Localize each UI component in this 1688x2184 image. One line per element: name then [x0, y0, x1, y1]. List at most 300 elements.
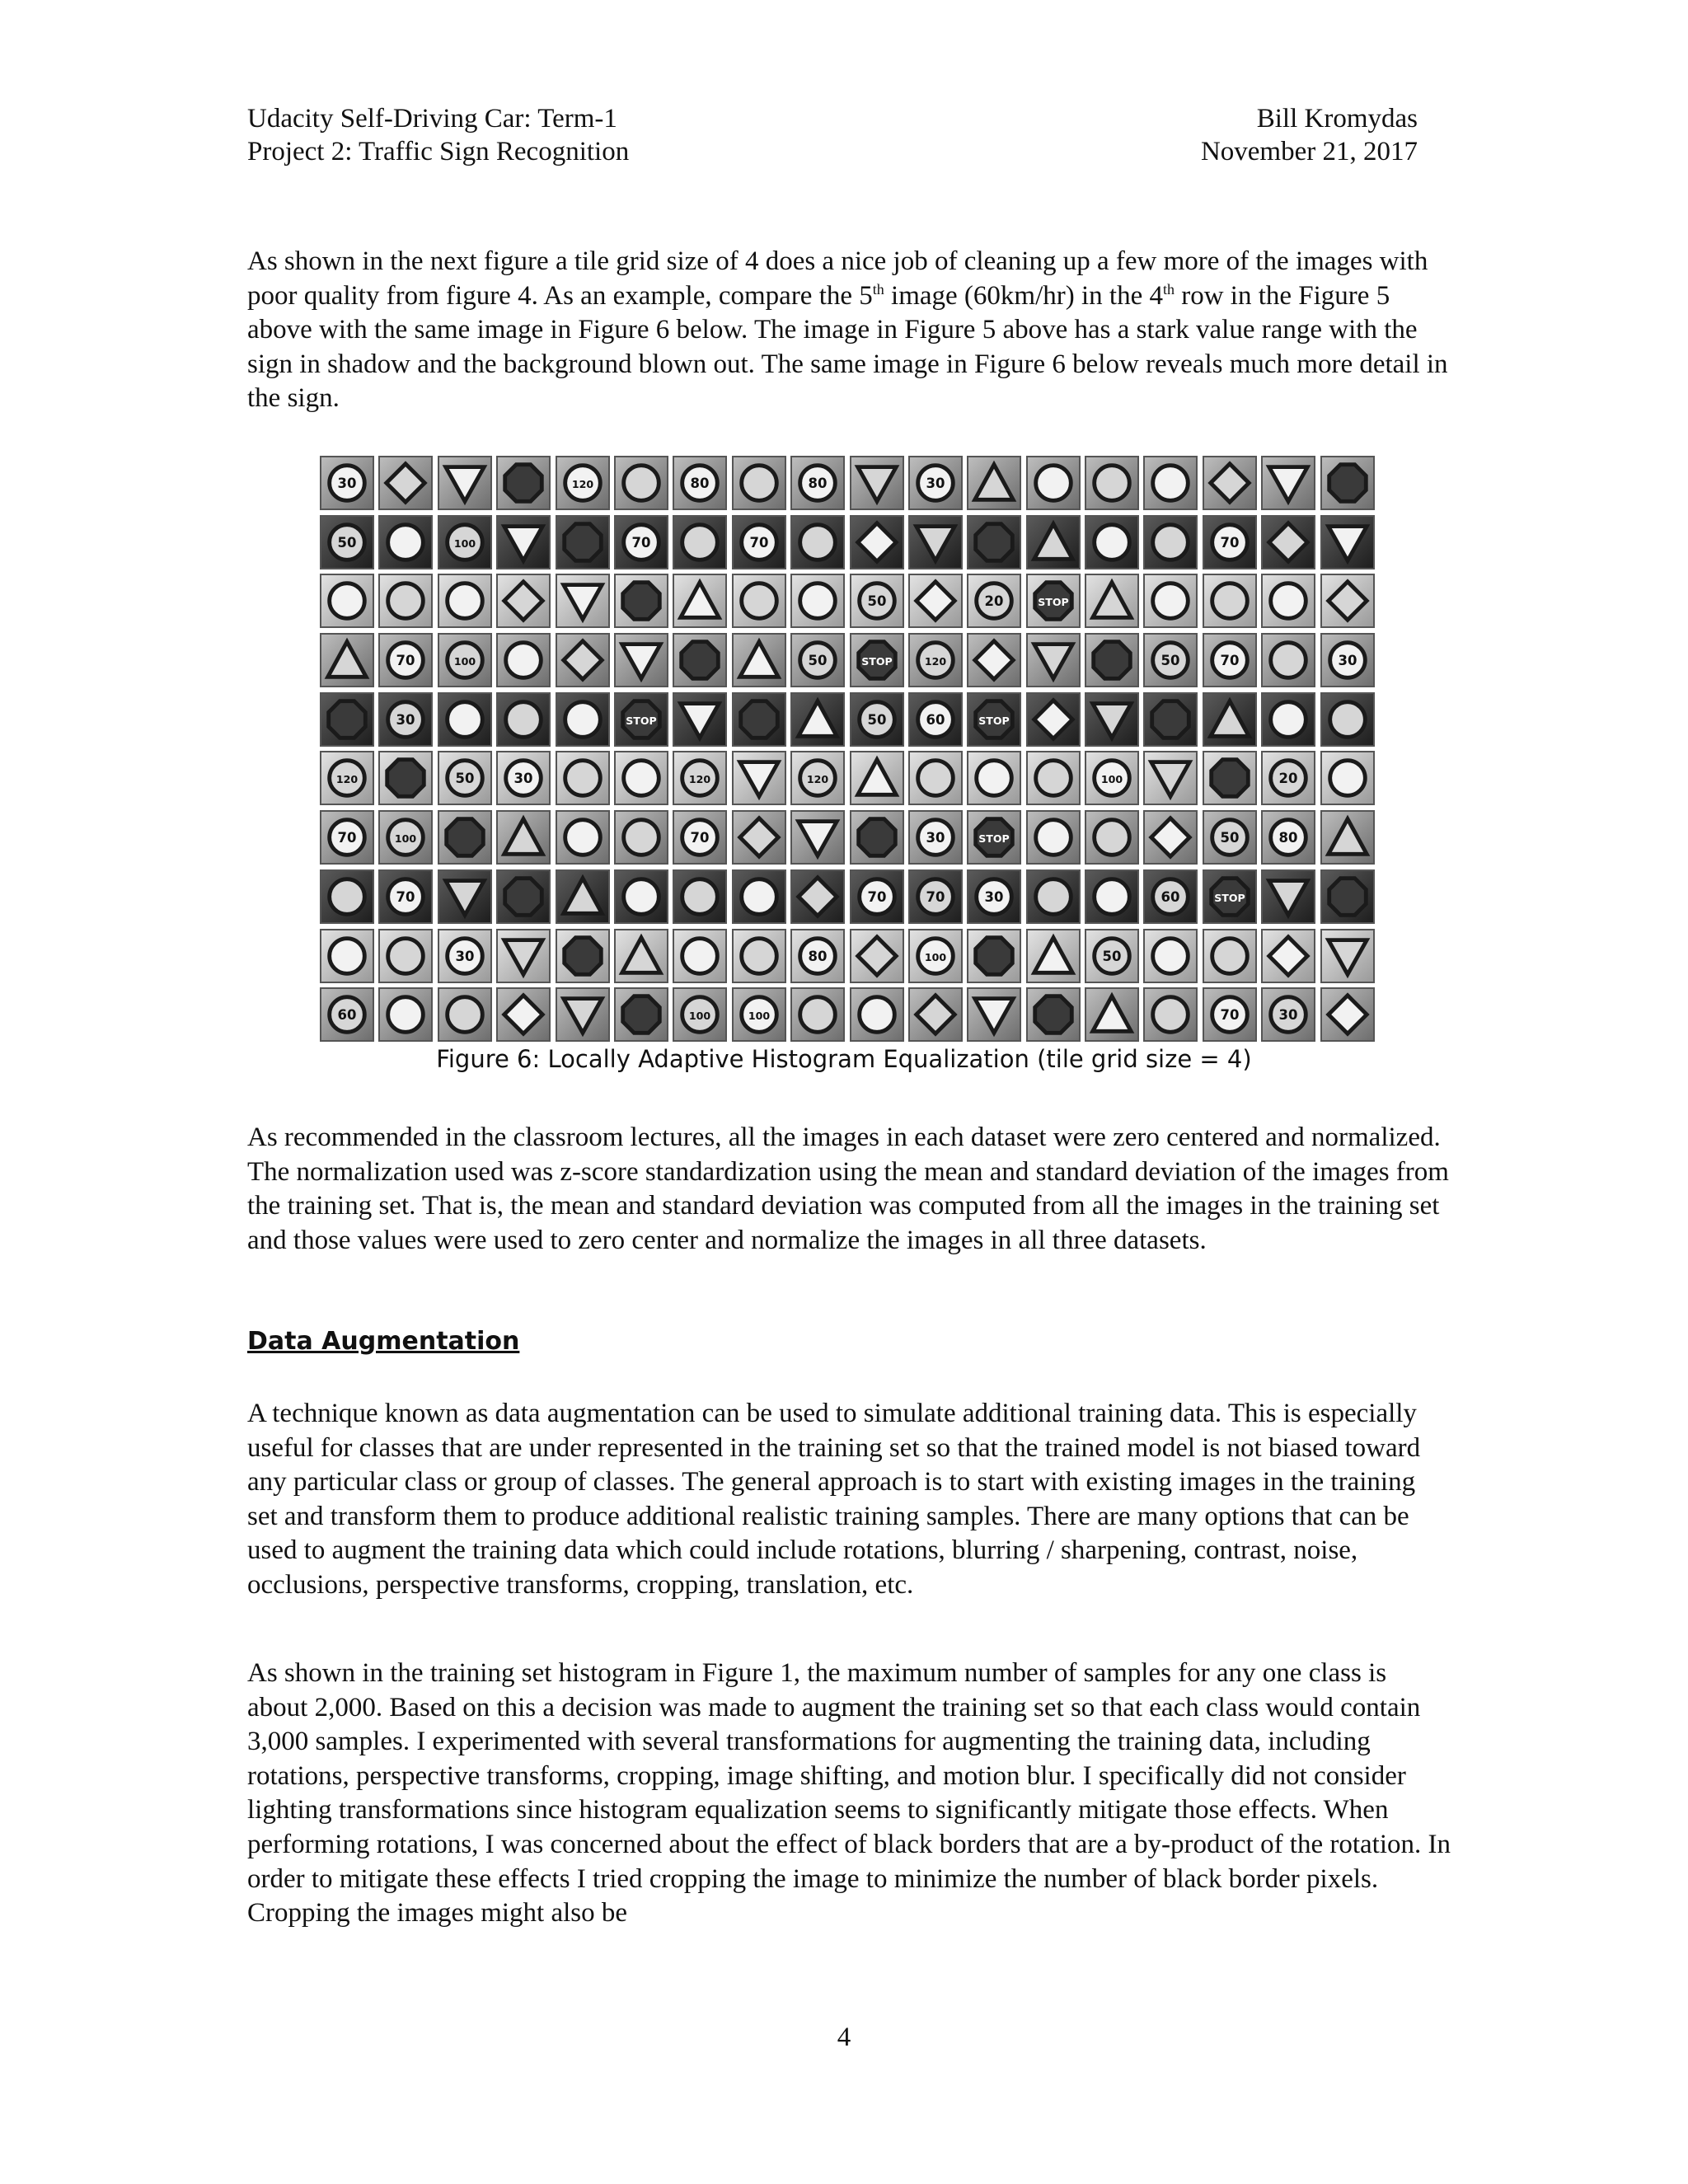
- figure-6-sign-grid: [320, 456, 1375, 1033]
- circle-sign-shape: [1095, 524, 1130, 560]
- sign-thumbnail: [908, 751, 963, 805]
- sign-label: 50: [455, 771, 475, 787]
- diamond-sign-shape: [1328, 996, 1367, 1034]
- sign-thumbnail: [614, 574, 668, 628]
- sign-label: 70: [396, 652, 415, 668]
- circle-sign-shape: [330, 879, 365, 915]
- sign-thumbnail: [1320, 929, 1375, 983]
- circle-sign-shape: [388, 524, 424, 560]
- sign-label: 70: [867, 888, 886, 905]
- invtriangle-sign-shape: [622, 644, 661, 679]
- sign-label: 50: [337, 534, 357, 551]
- circle-sign-shape: [800, 583, 836, 619]
- sign-label: 30: [513, 771, 533, 787]
- sign-label: 70: [1220, 1007, 1240, 1023]
- invtriangle-sign-shape: [975, 999, 1014, 1033]
- sign-thumbnail: [614, 692, 668, 747]
- circle-sign-shape: [741, 879, 776, 915]
- circle-sign-shape: [1153, 524, 1189, 560]
- invtriangle-sign-shape: [739, 762, 778, 797]
- sign-thumbnail: [1320, 574, 1375, 628]
- sign-thumbnail: [1026, 515, 1081, 569]
- sign-thumbnail: [1085, 633, 1139, 687]
- sign-thumbnail: [1261, 515, 1315, 569]
- sign-label: 30: [1338, 652, 1357, 668]
- sign-thumbnail: [1203, 515, 1257, 569]
- octagon-sign-shape: [1329, 879, 1366, 916]
- sign-thumbnail: [320, 574, 374, 628]
- circle-sign-shape: [1271, 701, 1306, 737]
- sign-thumbnail: [1026, 987, 1081, 1042]
- sign-label: 30: [984, 888, 1004, 905]
- sign-thumbnail: [732, 810, 786, 865]
- sign-thumbnail: [673, 869, 727, 924]
- sign-thumbnail: [1320, 869, 1375, 924]
- octagon-sign-shape: [1212, 760, 1249, 797]
- sign-thumbnail: [790, 929, 845, 983]
- sign-thumbnail: [614, 929, 668, 983]
- sign-label: 50: [1102, 948, 1122, 964]
- sign-thumbnail: [732, 456, 786, 510]
- sign-label: 30: [337, 475, 357, 491]
- sign-thumbnail: [790, 692, 845, 747]
- sign-label: STOP: [1037, 596, 1069, 609]
- triangle-sign-shape: [739, 642, 778, 677]
- octagon-sign-shape: [976, 937, 1013, 974]
- sign-thumbnail: [496, 574, 551, 628]
- circle-sign-shape: [388, 997, 424, 1033]
- sign-thumbnail: [908, 456, 963, 510]
- sign-thumbnail: [908, 515, 963, 569]
- sign-thumbnail: [438, 751, 492, 805]
- sign-thumbnail: [908, 692, 963, 747]
- sign-thumbnail: [1143, 929, 1198, 983]
- sign-thumbnail: [1026, 456, 1081, 510]
- sign-label: 70: [337, 829, 357, 846]
- circle-sign-shape: [388, 938, 424, 973]
- circle-sign-shape: [1153, 938, 1189, 973]
- circle-sign-shape: [1271, 583, 1306, 619]
- page-header-left: [247, 102, 629, 168]
- sign-thumbnail: [1085, 987, 1139, 1042]
- triangle-sign-shape: [975, 465, 1014, 500]
- sign-thumbnail: [496, 456, 551, 510]
- sign-thumbnail: [673, 692, 727, 747]
- sign-thumbnail: [1320, 692, 1375, 747]
- sign-thumbnail: [1320, 810, 1375, 865]
- sign-thumbnail: [496, 810, 551, 865]
- sign-thumbnail: [850, 987, 904, 1042]
- sign-thumbnail: [496, 987, 551, 1042]
- sign-thumbnail: [1026, 810, 1081, 865]
- paragraph-normalization: As recommended in the classroom lectures, all the images in each dataset were zero centered and normalized. The normalization used was z-score standardization using the mean and standard deviation of the images from the training set. That is, the mean and standard deviation was computed from all the images in the training set and those values were used to zero center and normalize the images in all three datasets.: [247, 1122, 1449, 1255]
- sign-thumbnail: [908, 633, 963, 687]
- paragraph-text: row in the Figure 5 above with the same image in Figure 6 below. The image in Figure 5 above has a stark value range with the sign in shadow and the background blown out. The same image in Figure 6 below reveals much more detail in the sign.: [247, 280, 1448, 414]
- triangle-sign-shape: [504, 819, 543, 855]
- sign-label: 80: [1278, 829, 1298, 846]
- sign-thumbnail: [790, 987, 845, 1042]
- sign-thumbnail: [673, 515, 727, 569]
- sign-thumbnail: [1320, 751, 1375, 805]
- octagon-sign-shape: [564, 523, 601, 560]
- sign-thumbnail: [1143, 633, 1198, 687]
- octagon-sign-shape: [623, 583, 660, 620]
- sign-thumbnail: [673, 633, 727, 687]
- circle-sign-shape: [330, 583, 365, 619]
- sign-thumbnail: [556, 574, 610, 628]
- sign-thumbnail: [908, 929, 963, 983]
- octagon-sign-shape: [564, 937, 601, 974]
- invtriangle-sign-shape: [799, 822, 837, 856]
- circle-sign-shape: [800, 997, 836, 1033]
- sign-thumbnail: [556, 633, 610, 687]
- circle-sign-shape: [741, 466, 776, 501]
- sign-thumbnail: [378, 633, 433, 687]
- sign-thumbnail: [614, 633, 668, 687]
- sign-thumbnail: [908, 574, 963, 628]
- sign-thumbnail: [1203, 633, 1257, 687]
- octagon-sign-shape: [329, 701, 366, 738]
- octagon-sign-shape: [505, 465, 542, 502]
- diamond-sign-shape: [1034, 701, 1072, 739]
- sign-thumbnail: [1085, 515, 1139, 569]
- invtriangle-sign-shape: [917, 526, 955, 560]
- diamond-sign-shape: [1269, 936, 1308, 975]
- sign-thumbnail: [1085, 929, 1139, 983]
- diamond-sign-shape: [975, 641, 1014, 680]
- sign-thumbnail: [850, 574, 904, 628]
- sign-thumbnail: [1085, 692, 1139, 747]
- sign-thumbnail: [1143, 574, 1198, 628]
- invtriangle-sign-shape: [1151, 762, 1190, 797]
- sign-thumbnail: [967, 515, 1021, 569]
- sign-label: STOP: [860, 654, 893, 668]
- sign-thumbnail: [556, 751, 610, 805]
- sign-label: 30: [455, 948, 475, 964]
- diamond-sign-shape: [739, 818, 778, 857]
- octagon-sign-shape: [1152, 701, 1189, 738]
- sign-thumbnail: [320, 869, 374, 924]
- sign-thumbnail: [790, 456, 845, 510]
- invtriangle-sign-shape: [1093, 703, 1132, 738]
- sign-thumbnail: [732, 929, 786, 983]
- sign-thumbnail: [908, 810, 963, 865]
- diamond-sign-shape: [857, 936, 896, 975]
- sign-label: 120: [335, 773, 359, 786]
- sign-thumbnail: [1261, 987, 1315, 1042]
- octagon-sign-shape: [1034, 996, 1071, 1033]
- sign-thumbnail: [673, 751, 727, 805]
- sign-thumbnail: [1143, 515, 1198, 569]
- sign-thumbnail: [850, 692, 904, 747]
- sign-label: 80: [808, 475, 828, 491]
- octagon-sign-shape: [505, 879, 542, 916]
- diamond-sign-shape: [917, 582, 955, 621]
- invtriangle-sign-shape: [857, 467, 896, 502]
- triangle-sign-shape: [681, 583, 720, 618]
- sign-label: 30: [1278, 1007, 1298, 1023]
- circle-sign-shape: [800, 524, 836, 560]
- sign-thumbnail: [614, 456, 668, 510]
- sign-thumbnail: [378, 574, 433, 628]
- sign-thumbnail: [378, 751, 433, 805]
- sign-thumbnail: [496, 692, 551, 747]
- header-course-title: Udacity Self-Driving Car: Term-1: [247, 104, 617, 134]
- sign-thumbnail: [1085, 456, 1139, 510]
- sign-thumbnail: [320, 515, 374, 569]
- sign-label: 100: [453, 654, 476, 668]
- circle-sign-shape: [1212, 583, 1248, 619]
- circle-sign-shape: [506, 643, 542, 678]
- sign-thumbnail: [1203, 869, 1257, 924]
- octagon-sign-shape: [1329, 465, 1366, 502]
- sign-label: 50: [867, 593, 886, 610]
- sign-label: 100: [689, 1010, 711, 1022]
- sign-thumbnail: [438, 810, 492, 865]
- circle-sign-shape: [1095, 879, 1130, 915]
- octagon-sign-shape: [682, 642, 719, 679]
- sign-label: 60: [1161, 888, 1180, 905]
- circle-sign-shape: [624, 466, 659, 501]
- sign-thumbnail: [673, 987, 727, 1042]
- circle-sign-shape: [1153, 466, 1189, 501]
- triangle-sign-shape: [563, 879, 602, 914]
- circle-sign-shape: [918, 761, 954, 796]
- circle-sign-shape: [741, 583, 776, 619]
- triangle-sign-shape: [857, 760, 896, 795]
- sign-label: 120: [806, 773, 829, 786]
- diamond-sign-shape: [1269, 523, 1308, 561]
- sign-thumbnail: [850, 929, 904, 983]
- invtriangle-sign-shape: [504, 940, 543, 974]
- sign-label: 60: [926, 711, 945, 728]
- invtriangle-sign-shape: [446, 467, 485, 502]
- sign-thumbnail: [673, 929, 727, 983]
- paragraph-text: image (60km/hr) in the 4: [884, 280, 1163, 311]
- sign-thumbnail: [790, 810, 845, 865]
- sign-thumbnail: [1203, 810, 1257, 865]
- sign-thumbnail: [850, 869, 904, 924]
- sign-thumbnail: [438, 929, 492, 983]
- sign-label: 120: [689, 773, 711, 786]
- sign-thumbnail: [438, 633, 492, 687]
- sign-thumbnail: [320, 810, 374, 865]
- sign-thumbnail: [438, 456, 492, 510]
- circle-sign-shape: [1035, 466, 1071, 501]
- sign-label: 20: [1278, 771, 1298, 787]
- sign-thumbnail: [967, 810, 1021, 865]
- sign-thumbnail: [1320, 456, 1375, 510]
- sign-thumbnail: [1085, 574, 1139, 628]
- sign-thumbnail: [1143, 692, 1198, 747]
- sign-thumbnail: [556, 515, 610, 569]
- octagon-sign-shape: [387, 760, 424, 797]
- sign-thumbnail: [790, 633, 845, 687]
- diamond-sign-shape: [1211, 464, 1250, 503]
- paragraph-figure-intro: [247, 245, 1451, 416]
- sign-thumbnail: [850, 515, 904, 569]
- invtriangle-sign-shape: [1328, 940, 1367, 974]
- circle-sign-shape: [1095, 820, 1130, 855]
- sign-thumbnail: [614, 869, 668, 924]
- sign-thumbnail: [967, 456, 1021, 510]
- sign-thumbnail: [1143, 869, 1198, 924]
- sign-thumbnail: [556, 929, 610, 983]
- sign-thumbnail: [1085, 869, 1139, 924]
- sign-thumbnail: [378, 869, 433, 924]
- paragraph-augmentation-details: As shown in the training set histogram in Figure 1, the maximum number of samples for any one class is about 2,000. Based on this a decision was made to augment the training set so that each class would contain 3,000 samples. I experimented with several transformations for augmenting the training data, including rotations, perspective transforms, cropping, image shifting, and motion blur. I specifically did not consider lighting transformations since histogram equalization seems to significantly mitigate those effects. When performing rotations, I was concerned about the effect of black borders that are a by-product of the rotation. In order to mitigate these effects I tried cropping the image to minimize the number of black border pixels. Cropping the images might also be: [247, 1658, 1451, 1929]
- sign-thumbnail: [850, 751, 904, 805]
- circle-sign-shape: [447, 701, 482, 737]
- circle-sign-shape: [1271, 643, 1306, 678]
- triangle-sign-shape: [1034, 523, 1072, 559]
- sign-label: 100: [453, 537, 476, 550]
- sign-thumbnail: [732, 751, 786, 805]
- sign-thumbnail: [1143, 751, 1198, 805]
- sign-thumbnail: [1026, 574, 1081, 628]
- circle-sign-shape: [506, 701, 542, 737]
- superscript-ordinal: th: [872, 280, 884, 298]
- circle-sign-shape: [859, 997, 894, 1033]
- circle-sign-shape: [741, 938, 776, 973]
- sign-thumbnail: [1203, 751, 1257, 805]
- circle-sign-shape: [330, 938, 365, 973]
- sign-thumbnail: [732, 633, 786, 687]
- sign-thumbnail: [1026, 929, 1081, 983]
- sign-thumbnail: [1261, 810, 1315, 865]
- sign-thumbnail: [320, 456, 374, 510]
- section-heading-data-augmentation: Data Augmentation: [247, 1327, 520, 1356]
- sign-thumbnail: [967, 574, 1021, 628]
- sign-thumbnail: [1261, 751, 1315, 805]
- sign-thumbnail: [1320, 633, 1375, 687]
- circle-sign-shape: [682, 938, 718, 973]
- sign-thumbnail: [614, 987, 668, 1042]
- sign-thumbnail: [1026, 751, 1081, 805]
- sign-thumbnail: [1320, 515, 1375, 569]
- sign-label: 70: [631, 534, 651, 551]
- sign-label: 70: [690, 829, 710, 846]
- circle-sign-shape: [1035, 879, 1071, 915]
- sign-thumbnail: [967, 987, 1021, 1042]
- paragraph-text: As shown in the next figure a tile grid size of 4 does a nice job of cleaning up a few more of the images with poor quality from figure 4. As an example, compare the 5: [247, 246, 1428, 311]
- sign-thumbnail: [1026, 633, 1081, 687]
- octagon-sign-shape: [1094, 642, 1131, 679]
- octagon-sign-shape: [858, 819, 895, 856]
- diamond-sign-shape: [799, 878, 837, 916]
- sign-thumbnail: [850, 810, 904, 865]
- sign-thumbnail: [556, 810, 610, 865]
- diamond-sign-shape: [857, 523, 896, 561]
- sign-thumbnail: [378, 515, 433, 569]
- sign-thumbnail: [496, 751, 551, 805]
- sign-thumbnail: [790, 869, 845, 924]
- sign-thumbnail: [496, 515, 551, 569]
- circle-sign-shape: [1212, 938, 1248, 973]
- sign-thumbnail: [732, 515, 786, 569]
- sign-thumbnail: [438, 692, 492, 747]
- sign-label: 80: [690, 475, 710, 491]
- sign-thumbnail: [320, 751, 374, 805]
- circle-sign-shape: [1329, 761, 1365, 796]
- circle-sign-shape: [682, 879, 718, 915]
- sign-thumbnail: [732, 692, 786, 747]
- octagon-sign-shape: [976, 523, 1013, 560]
- sign-thumbnail: [1261, 929, 1315, 983]
- octagon-sign-shape: [623, 996, 660, 1033]
- sign-thumbnail: [967, 633, 1021, 687]
- circle-sign-shape: [1153, 583, 1189, 619]
- sign-label: 80: [808, 948, 828, 964]
- sign-label: STOP: [978, 714, 1010, 727]
- invtriangle-sign-shape: [446, 880, 485, 915]
- sign-label: 60: [337, 1007, 357, 1023]
- sign-label: 100: [748, 1010, 770, 1022]
- sign-thumbnail: [438, 515, 492, 569]
- sign-thumbnail: [556, 987, 610, 1042]
- circle-sign-shape: [624, 761, 659, 796]
- sign-thumbnail: [378, 692, 433, 747]
- invtriangle-sign-shape: [1034, 644, 1072, 679]
- sign-thumbnail: [1261, 692, 1315, 747]
- invtriangle-sign-shape: [563, 585, 602, 620]
- sign-thumbnail: [1261, 869, 1315, 924]
- sign-thumbnail: [732, 987, 786, 1042]
- sign-label: 30: [926, 475, 945, 491]
- circle-sign-shape: [1153, 997, 1189, 1033]
- diamond-sign-shape: [917, 996, 955, 1034]
- sign-label: 20: [984, 593, 1004, 610]
- sign-thumbnail: [320, 929, 374, 983]
- superscript-ordinal: th: [1162, 280, 1175, 298]
- sign-label: 30: [926, 829, 945, 846]
- sign-label: 70: [396, 888, 415, 905]
- sign-thumbnail: [850, 633, 904, 687]
- circle-sign-shape: [565, 761, 600, 796]
- diamond-sign-shape: [1151, 818, 1190, 857]
- sign-label: 30: [396, 711, 415, 728]
- diamond-sign-shape: [504, 582, 543, 621]
- sign-label: 70: [1220, 652, 1240, 668]
- sign-thumbnail: [1203, 692, 1257, 747]
- sign-label: 50: [1161, 652, 1180, 668]
- sign-thumbnail: [556, 692, 610, 747]
- sign-thumbnail: [320, 633, 374, 687]
- sign-thumbnail: [1026, 692, 1081, 747]
- diamond-sign-shape: [387, 464, 425, 503]
- circle-sign-shape: [682, 524, 718, 560]
- sign-thumbnail: [320, 692, 374, 747]
- sign-thumbnail: [496, 929, 551, 983]
- triangle-sign-shape: [622, 937, 661, 972]
- sign-thumbnail: [967, 869, 1021, 924]
- sign-label: 100: [1100, 773, 1123, 786]
- sign-thumbnail: [496, 869, 551, 924]
- header-project-title: Project 2: Traffic Sign Recognition: [247, 137, 630, 166]
- octagon-sign-shape: [447, 819, 484, 856]
- sign-thumbnail: [673, 574, 727, 628]
- invtriangle-sign-shape: [504, 526, 543, 560]
- sign-thumbnail: [967, 751, 1021, 805]
- circle-sign-shape: [977, 761, 1012, 796]
- sign-label: 120: [571, 477, 593, 490]
- triangle-sign-shape: [799, 701, 837, 736]
- sign-thumbnail: [556, 456, 610, 510]
- sign-thumbnail: [1026, 869, 1081, 924]
- traffic-sign-tile-grid: [320, 456, 1375, 1042]
- sign-thumbnail: [908, 869, 963, 924]
- triangle-sign-shape: [1093, 996, 1132, 1032]
